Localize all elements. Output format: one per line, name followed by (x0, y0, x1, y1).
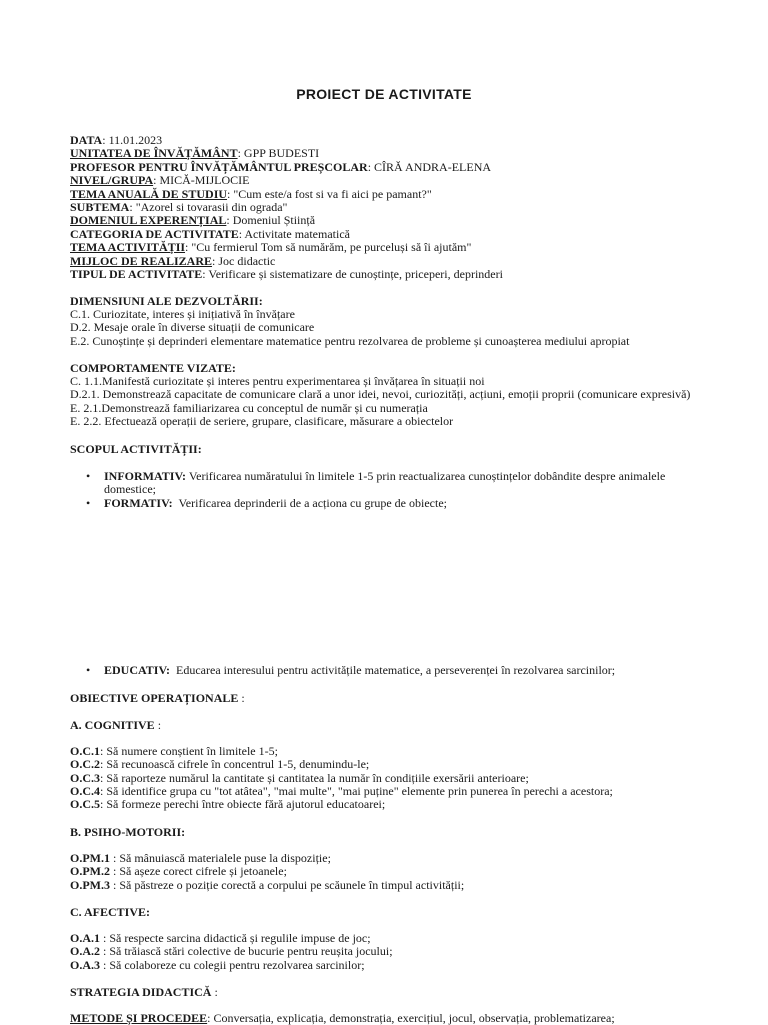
info-line-nivel: NIVEL/GRUPA: MICĂ-MIJLOCIE (70, 173, 250, 188)
info-value: 11.01.2023 (108, 133, 163, 147)
objective-code: O.C.4 (70, 783, 100, 798)
info-line-subtema: SUBTEMA: "Azorel si tovarasii din ograda" (70, 200, 288, 215)
objective-code: O.C.3 (70, 770, 100, 785)
comportament-item: D.2.1. Demonstrează capacitate de comunicare clară a unor idei, nevoi, curiozități, acțiuni, emoții proprii (comunicare expresivă) (70, 387, 691, 402)
dimensiune-item: C.1. Curiozitate, interes și inițiativă în învățare (70, 307, 295, 321)
info-label: NIVEL/GRUPA (70, 173, 154, 188)
bullet-icon: • (86, 496, 91, 510)
obiective-heading: OBIECTIVE OPERAȚIONALE : (70, 691, 245, 705)
objective-item: O.PM.1 : Să mânuiască materialele puse la dispoziție; (70, 851, 331, 865)
objective-code: O.C.5 (70, 797, 100, 812)
objective-item: O.C.1: Să numere conștient în limitele 1-5; (70, 744, 278, 758)
objective-code: O.C.2 (70, 757, 100, 772)
objective-item: O.A.3 : Să colaboreze cu colegii pentru rezolvarea sarcinilor; (70, 957, 365, 972)
info-value: "Cum este/a fost si va fi aici pe pamant?" (233, 186, 432, 201)
dimensiune-item: D.2. Mesaje orale în diverse situații de comunicare (70, 320, 315, 335)
scopul-heading: SCOPUL ACTIVITĂȚII: (70, 442, 202, 456)
info-line-domeniul: DOMENIUL EXPERENȚIAL: Domeniul Știință (70, 213, 316, 228)
info-label: TIPUL DE ACTIVITATE (70, 267, 203, 282)
bullet-icon: • (86, 469, 91, 483)
comportament-item: C. 1.1.Manifestă curiozitate și interes pentru experimentarea și învățarea în situații noi (70, 374, 485, 388)
info-line-tema-anuala: TEMA ANUALĂ DE STUDIU: "Cum este/a fost si va fi aici pe pamant?" (70, 186, 432, 201)
psiho-list (70, 852, 464, 892)
info-label: MIJLOC DE REALIZARE (70, 253, 213, 268)
objective-item: O.C.5: Să formeze perechi între obiecte fără ajutorul educatoarei; (70, 797, 386, 812)
scop-informativ (86, 470, 686, 498)
comportament-item: E. 2.2. Efectuează operații de seriere, grupare, clasificare, măsurare a obiectelor (70, 414, 454, 429)
info-value: Verificare și sistematizare de cunoștințe, priceperi, deprinderi (208, 267, 503, 282)
metode-label: METODE ȘI PROCEDEE (70, 1011, 208, 1025)
info-value: GPP BUDESTI (243, 146, 320, 161)
afective-heading: C. AFECTIVE: (70, 905, 151, 919)
info-label: CATEGORIA DE ACTIVITATE (70, 226, 239, 241)
objective-code: O.PM.2 (70, 864, 110, 879)
info-value: Joc didactic (218, 253, 276, 268)
objective-code: O.C.1 (70, 744, 100, 758)
dimensiune-item: E.2. Cunoștințe și deprinderi elementare matematice pentru rezolvarea de probleme și cunoașterea mediului apropiat (70, 333, 630, 348)
objective-item: O.A.1 : Să respecte sarcina didactică și regulile impuse de joc; (70, 931, 371, 945)
info-line-tema-activitatii: TEMA ACTIVITĂȚII: "Cu fermierul Tom să numărăm, pe purceluși să îi ajutăm" (70, 240, 472, 255)
objective-code: O.A.2 (70, 944, 100, 959)
info-label: TEMA ANUALĂ DE STUDIU (70, 186, 228, 201)
info-value: Domeniul Știință (232, 213, 316, 228)
info-label: DATA (70, 133, 103, 147)
info-label: PROFESOR PENTRU ÎNVĂȚĂMÂNTUL PREȘCOLAR (70, 159, 368, 174)
info-line-unitatea: UNITATEA DE ÎNVĂȚĂMÂNT: GPP BUDESTI (70, 146, 320, 161)
objective-code: O.PM.3 (70, 877, 110, 892)
scop-label: EDUCATIV: (104, 663, 171, 677)
info-line-date: DATA: 11.01.2023 (70, 133, 163, 147)
info-label: UNITATEA DE ÎNVĂȚĂMÂNT (70, 146, 238, 161)
info-line-categoria: CATEGORIA DE ACTIVITATE: Activitate matematică (70, 226, 350, 241)
info-value: "Cu fermierul Tom să numărăm, pe purceluși să îi ajutăm" (191, 240, 472, 255)
info-value: CÎRĂ ANDRA-ELENA (374, 159, 492, 174)
objective-item: O.PM.2 : Să așeze corect cifrele și jetoanele; (70, 864, 287, 879)
cognitive-list (70, 745, 613, 811)
scop-formativ (86, 497, 686, 511)
comportamente-list (70, 375, 760, 429)
objective-item: O.PM.3 : Să păstreze o poziție corectă a corpului pe scăunele în timpul activității; (70, 877, 465, 892)
objective-code: O.PM.1 (70, 851, 110, 865)
bullet-icon: • (86, 663, 91, 677)
objective-item: O.C.4: Să identifice grupa cu "tot atâtea", "mai multe", "mai puține" elemente prin punerea în perechi a acestora; (70, 783, 613, 798)
info-value: Activitate matematică (244, 226, 350, 241)
info-block (70, 134, 760, 281)
scop-label: INFORMATIV: (104, 469, 187, 483)
objective-code: O.A.1 (70, 931, 100, 945)
cognitive-heading: A. COGNITIVE : (70, 718, 162, 732)
metode-text: : Conversația, explicația, demonstrația, exercițiul, jocul, observația, problematizarea; (207, 1011, 615, 1025)
info-line-profesor: PROFESOR PENTRU ÎNVĂȚĂMÂNTUL PREȘCOLAR: CÎRĂ ANDRA-ELENA (70, 159, 492, 174)
comportamente-heading: COMPORTAMENTE VIZATE: (70, 361, 236, 375)
info-label: DOMENIUL EXPERENȚIAL (70, 213, 227, 228)
info-line-mijloc: MIJLOC DE REALIZARE: Joc didactic (70, 253, 276, 268)
document-title: PROIECT DE ACTIVITATE (296, 86, 472, 102)
scop-label: FORMATIV: (104, 496, 173, 510)
metode-line (70, 1012, 615, 1025)
info-label: TEMA ACTIVITĂȚII (70, 240, 186, 255)
objective-item: O.C.2: Să recunoască cifrele în concentrul 1-5, denumindu-le; (70, 757, 370, 772)
scop-text: Educarea interesului pentru activitățile matematice, a perseverenței în rezolvarea sarcinilor; (176, 663, 616, 677)
objective-item: O.C.3: Să raporteze numărul la cantitate și cantitatea la număr în condițiile exersării anterioare; (70, 770, 529, 785)
strategia-heading: STRATEGIA DIDACTICĂ : (70, 985, 218, 999)
dimensiuni-list (70, 308, 760, 348)
objective-item: O.A.2 : Să trăiască stări colective de bucurie pentru reușita jocului; (70, 944, 393, 959)
comportament-item: E. 2.1.Demonstrează familiarizarea cu conceptul de număr și cu numerația (70, 400, 428, 415)
afective-list (70, 932, 393, 972)
objective-code: O.A.3 (70, 957, 100, 972)
scop-text: Verificarea număratului în limitele 1-5 prin reactualizarea cunoștințelor dobândite despre animalele domestice; (104, 469, 666, 497)
psiho-heading: B. PSIHO-MOTORII: (70, 825, 186, 839)
dimensiuni-heading: DIMENSIUNI ALE DEZVOLTĂRII: (70, 294, 263, 308)
info-value: MICĂ-MIJLOCIE (159, 173, 250, 188)
scop-educativ (86, 664, 686, 678)
scop-text: Verificarea deprinderii de a acționa cu grupe de obiecte; (178, 496, 447, 510)
info-label: SUBTEMA (70, 200, 130, 215)
info-line-tipul: TIPUL DE ACTIVITATE: Verificare și sistematizare de cunoștințe, priceperi, deprinderi (70, 267, 503, 282)
info-value: "Azorel si tovarasii din ograda" (135, 200, 288, 215)
